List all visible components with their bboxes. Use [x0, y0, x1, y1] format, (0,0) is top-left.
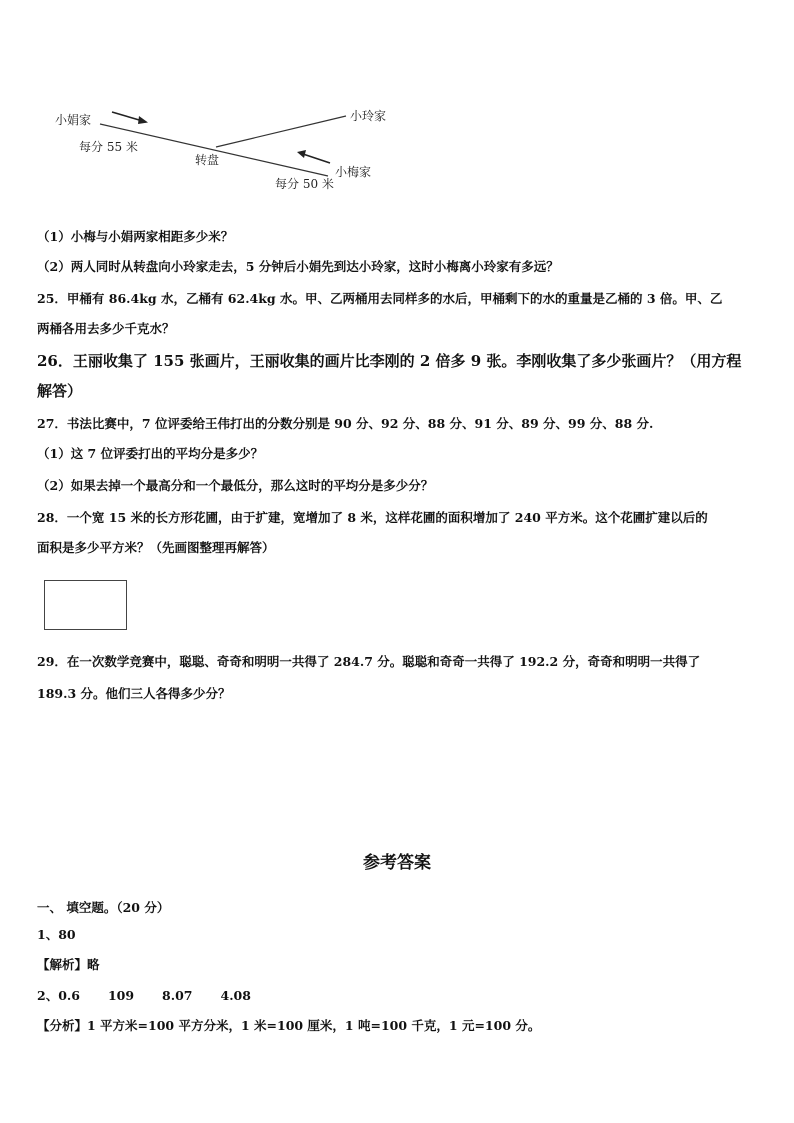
question-27-line-1: 27．书法比赛中，7 位评委给王伟打出的分数分别是 90 分、92 分、88 分、91 分、89 分、99 分、88 分.: [37, 416, 654, 431]
question-27-part-2: （2）如果去掉一个最高分和一个最低分，那么这时的平均分是多少分？: [37, 478, 434, 493]
label-xiaojuan-home: 小娟家: [55, 113, 92, 127]
label-speed-mei: 每分 50 米: [275, 177, 334, 191]
question-24-part-1: （1）小梅与小娟两家相距多少米？: [37, 229, 234, 244]
label-xiaoling-home: 小玲家: [350, 109, 387, 123]
question-28-line-2: 面积是多少平方米？（先画图整理再解答）: [37, 540, 275, 555]
label-zhuanpan: 转盘: [195, 153, 220, 167]
question-24-part-2: （2）两人同时从转盘向小玲家走去，5 分钟后小娟先到达小玲家，这时小梅离小玲家有多远？: [37, 259, 559, 274]
question-29-line-2: 189.3 分。他们三人各得多少分？: [37, 686, 231, 701]
answer-1: 1、80: [37, 927, 76, 942]
question-25-line-2: 两桶各用去多少千克水？: [37, 321, 175, 336]
question-26-line-1: 26．王丽收集了 155 张画片，王丽收集的画片比李刚的 2 倍多 9 张。李刚收集了多少张画片？（用方程: [37, 352, 742, 370]
road-zhuanpan-to-ling: [216, 116, 346, 147]
question-26-line-2: 解答）: [37, 382, 83, 400]
answer-2-value-1: 2、0.6: [37, 988, 80, 1003]
label-speed-juan: 每分 55 米: [79, 140, 138, 154]
route-diagram: [0, 0, 794, 200]
answer-2-value-2: 109: [107, 988, 135, 1003]
answer-2-value-3: 8.07: [162, 988, 193, 1003]
question-29-line-1: 29．在一次数学竞赛中，聪聪、奇奇和明明一共得了 284.7 分。聪聪和奇奇一共得了 192.2 分，奇奇和明明一共得了: [37, 654, 701, 669]
answer-1-analysis: 【解析】略: [37, 957, 100, 972]
answer-2: [37, 988, 759, 1004]
question-27-part-1: （1）这 7 位评委打出的平均分是多少？: [37, 446, 264, 461]
answer-2-value-4: 4.08: [220, 988, 251, 1003]
arrow-mei-icon: [297, 150, 330, 163]
label-xiaomei-home: 小梅家: [335, 165, 372, 179]
answers-title: 参考答案: [363, 853, 431, 873]
question-28-line-1: 28．一个宽 15 米的长方形花圃，由于扩建，宽增加了 8 米，这样花圃的面积增加了 240 平方米。这个花圃扩建以后的: [37, 510, 708, 525]
answer-2-analysis: 【分析】1 平方米=100 平方分米，1 米=100 厘米，1 吨=100 千克，1 元=100 分。: [37, 1018, 541, 1033]
answers-section-1: 一、 填空题。（20 分）: [37, 900, 170, 915]
drawing-box: [44, 580, 127, 630]
arrow-juan-icon: [112, 112, 148, 124]
question-25-line-1: 25．甲桶有 86.4kg 水，乙桶有 62.4kg 水。甲、乙两桶用去同样多的水后，甲桶剩下的水的重量是乙桶的 3 倍。甲、乙: [37, 291, 723, 306]
